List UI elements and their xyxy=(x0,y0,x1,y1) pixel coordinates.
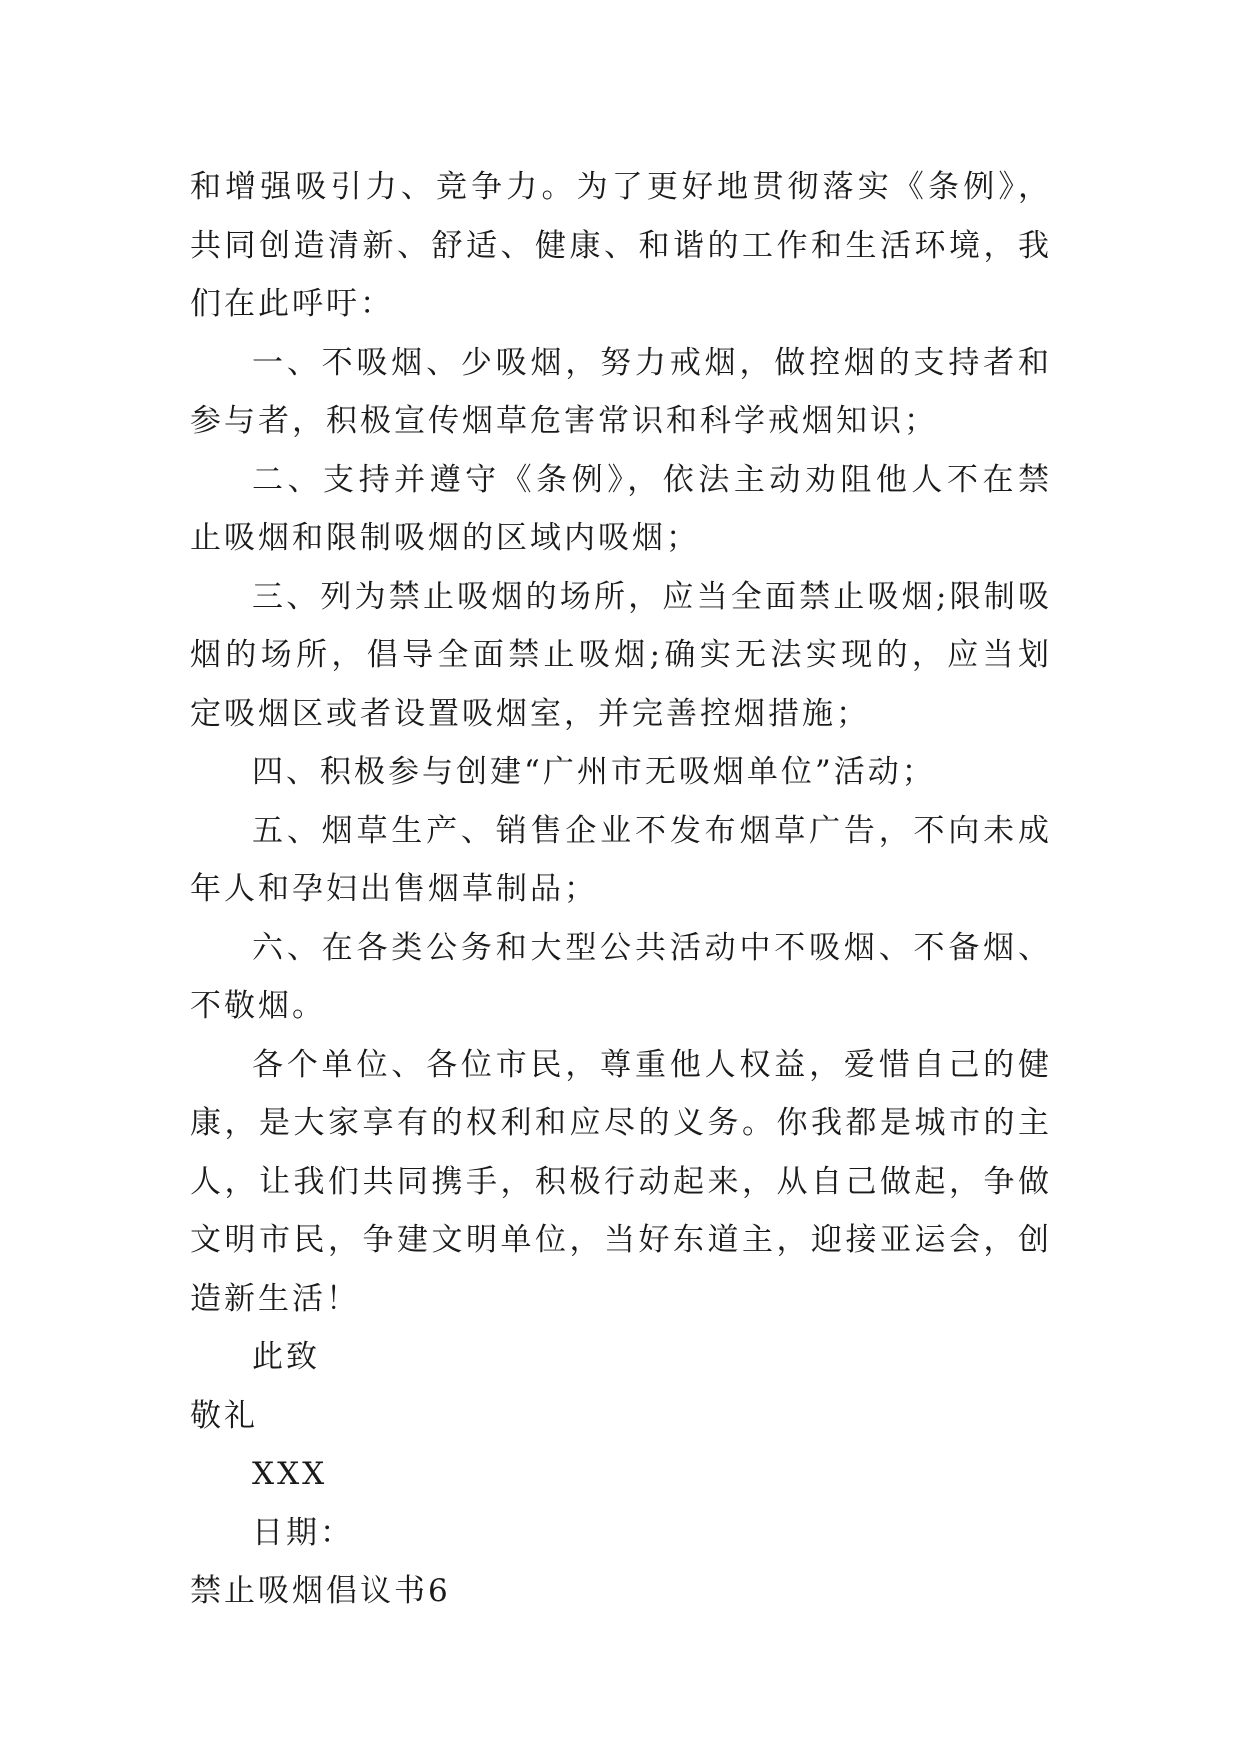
salutation-jingli: 敬礼 xyxy=(190,1397,258,1434)
paragraph-item-3: 三、列为禁止吸烟的场所，应当全面禁止吸烟;限制吸烟的场所，倡导全面禁止吸烟;确实无法实现的，应当划定吸烟区或者设置吸烟室，并完善控烟措施； xyxy=(190,578,1052,732)
paragraph-item-5: 五、烟草生产、销售企业不发布烟草广告，不向未成年人和孕妇出售烟草制品； xyxy=(190,812,1052,907)
document-body xyxy=(190,158,1052,1621)
paragraph-intro: 和增强吸引力、竞争力。为了更好地贯彻落实《条例》，共同创造清新、舒适、健康、和谐的工作和生活环境，我们在此呼吁： xyxy=(190,169,1052,322)
paragraph-closing-appeal: 各个单位、各位市民，尊重他人权益，爱惜自己的健康，是大家享有的权利和应尽的义务。你我都是城市的主人，让我们共同携手，积极行动起来，从自己做起，争做文明市民，争建文明单位，当好东道主，迎接亚运会，创造新生活！ xyxy=(190,1046,1052,1317)
paragraph-item-6: 六、在各类公务和大型公共活动中不吸烟、不备烟、不敬烟。 xyxy=(190,929,1052,1024)
salutation-cizhi: 此致 xyxy=(252,1339,320,1375)
next-section-title: 禁止吸烟倡议书6 xyxy=(190,1573,451,1609)
paragraph-item-1: 一、不吸烟、少吸烟，努力戒烟，做控烟的支持者和参与者，积极宣传烟草危害常识和科学戒烟知识； xyxy=(190,344,1052,439)
paragraph-item-4: 四、积极参与创建“广州市无吸烟单位”活动； xyxy=(252,754,936,790)
signature-date: 日期： xyxy=(252,1514,354,1551)
paragraph-item-2: 二、支持并遵守《条例》，依法主动劝阻他人不在禁止吸烟和限制吸烟的区域内吸烟； xyxy=(190,461,1052,556)
signature-name: XXX xyxy=(252,1456,328,1492)
